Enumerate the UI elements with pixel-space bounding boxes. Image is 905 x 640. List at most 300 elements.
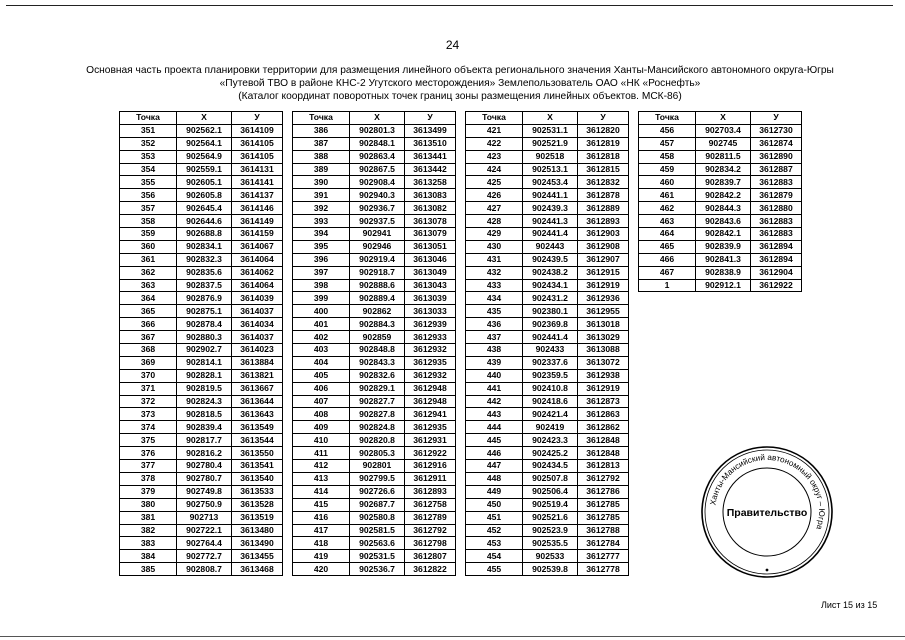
cell-y: 3612788 bbox=[578, 524, 629, 537]
table-row bbox=[293, 124, 456, 137]
cell-y: 3612822 bbox=[405, 563, 456, 576]
cell-y: 3612894 bbox=[751, 240, 802, 253]
cell-point: 456 bbox=[639, 124, 696, 137]
header-x: X bbox=[523, 112, 578, 125]
cell-point: 379 bbox=[120, 485, 177, 498]
cell-y: 3613455 bbox=[232, 550, 283, 563]
cell-x: 902918.7 bbox=[350, 266, 405, 279]
table-row bbox=[466, 472, 629, 485]
cell-y: 3612758 bbox=[405, 498, 456, 511]
cell-x: 902531.5 bbox=[350, 550, 405, 563]
table-row bbox=[466, 344, 629, 357]
cell-x: 902829.1 bbox=[350, 382, 405, 395]
cell-y: 3612789 bbox=[405, 511, 456, 524]
cell-point: 460 bbox=[639, 176, 696, 189]
table-row bbox=[293, 537, 456, 550]
cell-y: 3612777 bbox=[578, 550, 629, 563]
table-row bbox=[466, 228, 629, 241]
table-row bbox=[466, 137, 629, 150]
cell-point: 386 bbox=[293, 124, 350, 137]
cell-y: 3612932 bbox=[405, 344, 456, 357]
cell-y: 3613072 bbox=[578, 356, 629, 369]
cell-x: 902834.1 bbox=[177, 240, 232, 253]
cell-point: 378 bbox=[120, 472, 177, 485]
table-row bbox=[120, 511, 283, 524]
table-row bbox=[293, 511, 456, 524]
svg-text:Ханты-Мансийский автономный ок bbox=[708, 453, 826, 531]
cell-y: 3613082 bbox=[405, 202, 456, 215]
cell-x: 902902.7 bbox=[177, 344, 232, 357]
cell-point: 436 bbox=[466, 318, 523, 331]
table-row bbox=[466, 215, 629, 228]
table-row bbox=[120, 447, 283, 460]
cell-point: 372 bbox=[120, 395, 177, 408]
cell-x: 902843.6 bbox=[696, 215, 751, 228]
cell-point: 430 bbox=[466, 240, 523, 253]
cell-x: 902837.5 bbox=[177, 279, 232, 292]
table-row bbox=[466, 511, 629, 524]
table-row bbox=[466, 150, 629, 163]
coordinate-table-1 bbox=[119, 111, 283, 576]
cell-point: 459 bbox=[639, 163, 696, 176]
cell-y: 3613510 bbox=[405, 137, 456, 150]
cell-y: 3613549 bbox=[232, 421, 283, 434]
cell-y: 3613821 bbox=[232, 369, 283, 382]
cell-y: 3614146 bbox=[232, 202, 283, 215]
cell-x: 902780.4 bbox=[177, 460, 232, 473]
table-row bbox=[120, 137, 283, 150]
cell-point: 432 bbox=[466, 266, 523, 279]
coordinate-table-2 bbox=[292, 111, 456, 576]
cell-point: 356 bbox=[120, 189, 177, 202]
cell-point: 367 bbox=[120, 331, 177, 344]
cell-y: 3613540 bbox=[232, 472, 283, 485]
cell-x: 902884.3 bbox=[350, 318, 405, 331]
cell-point: 414 bbox=[293, 485, 350, 498]
cell-x: 902519.4 bbox=[523, 498, 578, 511]
table-row bbox=[639, 150, 802, 163]
cell-point: 382 bbox=[120, 524, 177, 537]
table-row bbox=[466, 485, 629, 498]
table-row bbox=[466, 356, 629, 369]
cell-x: 902688.8 bbox=[177, 228, 232, 241]
cell-point: 453 bbox=[466, 537, 523, 550]
table-row bbox=[120, 408, 283, 421]
cell-point: 467 bbox=[639, 266, 696, 279]
cell-point: 461 bbox=[639, 189, 696, 202]
cell-y: 3612878 bbox=[578, 189, 629, 202]
cell-point: 457 bbox=[639, 137, 696, 150]
cell-point: 466 bbox=[639, 253, 696, 266]
cell-y: 3614159 bbox=[232, 228, 283, 241]
cell-x: 902645.4 bbox=[177, 202, 232, 215]
cell-y: 3612879 bbox=[751, 189, 802, 202]
table-row bbox=[466, 408, 629, 421]
cell-y: 3613039 bbox=[405, 292, 456, 305]
cell-point: 420 bbox=[293, 563, 350, 576]
cell-y: 3612887 bbox=[751, 163, 802, 176]
cell-point: 437 bbox=[466, 331, 523, 344]
cell-point: 360 bbox=[120, 240, 177, 253]
cell-y: 3614034 bbox=[232, 318, 283, 331]
table-header-row bbox=[293, 112, 456, 125]
table-row bbox=[293, 524, 456, 537]
cell-point: 423 bbox=[466, 150, 523, 163]
cell-x: 902912.1 bbox=[696, 279, 751, 292]
table-row bbox=[120, 485, 283, 498]
cell-point: 424 bbox=[466, 163, 523, 176]
cell-y: 3612948 bbox=[405, 395, 456, 408]
cell-x: 902828.1 bbox=[177, 369, 232, 382]
cell-x: 902940.3 bbox=[350, 189, 405, 202]
cell-y: 3614067 bbox=[232, 240, 283, 253]
cell-point: 373 bbox=[120, 408, 177, 421]
cell-point: 451 bbox=[466, 511, 523, 524]
cell-y: 3612894 bbox=[751, 253, 802, 266]
cell-x: 902816.2 bbox=[177, 447, 232, 460]
table-row bbox=[120, 305, 283, 318]
table-row bbox=[293, 189, 456, 202]
cell-x: 902820.8 bbox=[350, 434, 405, 447]
cell-y: 3613049 bbox=[405, 266, 456, 279]
cell-y: 3613541 bbox=[232, 460, 283, 473]
top-border-line bbox=[6, 5, 893, 6]
cell-y: 3612848 bbox=[578, 447, 629, 460]
bottom-border-line bbox=[0, 636, 905, 637]
cell-y: 3613043 bbox=[405, 279, 456, 292]
cell-point: 399 bbox=[293, 292, 350, 305]
cell-point: 370 bbox=[120, 369, 177, 382]
cell-x: 902434.5 bbox=[523, 460, 578, 473]
cell-point: 380 bbox=[120, 498, 177, 511]
cell-x: 902832.6 bbox=[350, 369, 405, 382]
cell-point: 365 bbox=[120, 305, 177, 318]
cell-y: 3612935 bbox=[405, 356, 456, 369]
cell-x: 902359.5 bbox=[523, 369, 578, 382]
cell-x: 902946 bbox=[350, 240, 405, 253]
cell-x: 902832.3 bbox=[177, 253, 232, 266]
table-row bbox=[120, 331, 283, 344]
cell-x: 902839.7 bbox=[696, 176, 751, 189]
cell-point: 435 bbox=[466, 305, 523, 318]
cell-x: 902713 bbox=[177, 511, 232, 524]
header-y: У bbox=[232, 112, 283, 125]
cell-point: 355 bbox=[120, 176, 177, 189]
cell-point: 444 bbox=[466, 421, 523, 434]
cell-point: 410 bbox=[293, 434, 350, 447]
table-row bbox=[120, 253, 283, 266]
cell-y: 3613528 bbox=[232, 498, 283, 511]
cell-x: 902817.7 bbox=[177, 434, 232, 447]
cell-x: 902687.7 bbox=[350, 498, 405, 511]
cell-y: 3612922 bbox=[751, 279, 802, 292]
cell-point: 393 bbox=[293, 215, 350, 228]
cell-y: 3614039 bbox=[232, 292, 283, 305]
cell-x: 902843.3 bbox=[350, 356, 405, 369]
cell-point: 383 bbox=[120, 537, 177, 550]
table-row bbox=[466, 266, 629, 279]
cell-x: 902523.9 bbox=[523, 524, 578, 537]
table-row bbox=[466, 563, 629, 576]
table-row bbox=[120, 550, 283, 563]
table-row bbox=[466, 176, 629, 189]
cell-y: 3613667 bbox=[232, 382, 283, 395]
page-number: 24 bbox=[445, 38, 460, 52]
header-x: X bbox=[350, 112, 405, 125]
cell-x: 902369.8 bbox=[523, 318, 578, 331]
cell-x: 902888.6 bbox=[350, 279, 405, 292]
table-row bbox=[466, 305, 629, 318]
cell-point: 452 bbox=[466, 524, 523, 537]
cell-point: 369 bbox=[120, 356, 177, 369]
cell-x: 902644.6 bbox=[177, 215, 232, 228]
cell-point: 390 bbox=[293, 176, 350, 189]
cell-point: 366 bbox=[120, 318, 177, 331]
table-row bbox=[466, 447, 629, 460]
table-row bbox=[120, 395, 283, 408]
cell-x: 902749.8 bbox=[177, 485, 232, 498]
cell-x: 902819.5 bbox=[177, 382, 232, 395]
table-row bbox=[120, 292, 283, 305]
table-row bbox=[466, 369, 629, 382]
cell-y: 3612820 bbox=[578, 124, 629, 137]
cell-y: 3612911 bbox=[405, 472, 456, 485]
cell-y: 3612907 bbox=[578, 253, 629, 266]
cell-point: 407 bbox=[293, 395, 350, 408]
cell-x: 902431.2 bbox=[523, 292, 578, 305]
cell-x: 902531.1 bbox=[523, 124, 578, 137]
table-row bbox=[466, 524, 629, 537]
cell-point: 441 bbox=[466, 382, 523, 395]
cell-y: 3612730 bbox=[751, 124, 802, 137]
cell-y: 3612935 bbox=[405, 421, 456, 434]
coordinate-table-3 bbox=[465, 111, 629, 576]
table-row bbox=[120, 202, 283, 215]
cell-x: 902722.1 bbox=[177, 524, 232, 537]
cell-point: 358 bbox=[120, 215, 177, 228]
header-y: У bbox=[405, 112, 456, 125]
cell-x: 902433 bbox=[523, 344, 578, 357]
table-row bbox=[120, 150, 283, 163]
cell-y: 3612807 bbox=[405, 550, 456, 563]
header-y: У bbox=[751, 112, 802, 125]
cell-y: 3612863 bbox=[578, 408, 629, 421]
table-row bbox=[120, 163, 283, 176]
cell-y: 3612792 bbox=[578, 472, 629, 485]
cell-point: 458 bbox=[639, 150, 696, 163]
cell-point: 351 bbox=[120, 124, 177, 137]
cell-point: 364 bbox=[120, 292, 177, 305]
cell-y: 3612778 bbox=[578, 563, 629, 576]
cell-point: 443 bbox=[466, 408, 523, 421]
cell-x: 902862 bbox=[350, 305, 405, 318]
cell-x: 902536.7 bbox=[350, 563, 405, 576]
table-row bbox=[639, 228, 802, 241]
cell-point: 418 bbox=[293, 537, 350, 550]
cell-point: 462 bbox=[639, 202, 696, 215]
cell-x: 902808.7 bbox=[177, 563, 232, 576]
table-row bbox=[639, 163, 802, 176]
cell-y: 3613051 bbox=[405, 240, 456, 253]
cell-point: 427 bbox=[466, 202, 523, 215]
cell-y: 3613029 bbox=[578, 331, 629, 344]
table-row bbox=[293, 137, 456, 150]
cell-x: 902703.4 bbox=[696, 124, 751, 137]
cell-x: 902876.9 bbox=[177, 292, 232, 305]
cell-x: 902421.4 bbox=[523, 408, 578, 421]
cell-point: 404 bbox=[293, 356, 350, 369]
cell-y: 3614137 bbox=[232, 189, 283, 202]
cell-x: 902559.1 bbox=[177, 163, 232, 176]
table-row bbox=[120, 279, 283, 292]
cell-x: 902835.6 bbox=[177, 266, 232, 279]
cell-y: 3613544 bbox=[232, 434, 283, 447]
header-x: X bbox=[177, 112, 232, 125]
cell-y: 3612798 bbox=[405, 537, 456, 550]
cell-x: 902439.3 bbox=[523, 202, 578, 215]
cell-x: 902507.8 bbox=[523, 472, 578, 485]
cell-point: 394 bbox=[293, 228, 350, 241]
cell-point: 422 bbox=[466, 137, 523, 150]
cell-point: 428 bbox=[466, 215, 523, 228]
cell-point: 381 bbox=[120, 511, 177, 524]
table-row bbox=[293, 550, 456, 563]
cell-x: 902841.3 bbox=[696, 253, 751, 266]
cell-point: 361 bbox=[120, 253, 177, 266]
table-row bbox=[639, 137, 802, 150]
cell-y: 3614037 bbox=[232, 331, 283, 344]
cell-y: 3612939 bbox=[405, 318, 456, 331]
table-row bbox=[120, 498, 283, 511]
table-row bbox=[120, 124, 283, 137]
cell-y: 3612903 bbox=[578, 228, 629, 241]
cell-x: 902443 bbox=[523, 240, 578, 253]
cell-x: 902521.6 bbox=[523, 511, 578, 524]
cell-y: 3612915 bbox=[578, 266, 629, 279]
cell-point: 384 bbox=[120, 550, 177, 563]
table-row bbox=[293, 215, 456, 228]
table-row bbox=[293, 266, 456, 279]
cell-point: 362 bbox=[120, 266, 177, 279]
cell-y: 3612916 bbox=[405, 460, 456, 473]
cell-point: 415 bbox=[293, 498, 350, 511]
cell-x: 902814.1 bbox=[177, 356, 232, 369]
cell-x: 902936.7 bbox=[350, 202, 405, 215]
title-line-1: Основная часть проекта планировки территории для размещения линейного объекта регионального значения Ханты-Мансийского автономного округа-Югры bbox=[86, 65, 834, 76]
table-row bbox=[293, 150, 456, 163]
table-row bbox=[466, 240, 629, 253]
cell-x: 902533 bbox=[523, 550, 578, 563]
cell-y: 3613033 bbox=[405, 305, 456, 318]
cell-point: 405 bbox=[293, 369, 350, 382]
cell-y: 3613550 bbox=[232, 447, 283, 460]
cell-y: 3614109 bbox=[232, 124, 283, 137]
cell-y: 3613046 bbox=[405, 253, 456, 266]
cell-x: 902562.1 bbox=[177, 124, 232, 137]
title-line-3: (Каталог координат поворотных точек границ зоны размещения линейных объектов. МСК-86) bbox=[238, 91, 682, 102]
table-row bbox=[639, 189, 802, 202]
cell-point: 425 bbox=[466, 176, 523, 189]
table-row bbox=[293, 395, 456, 408]
cell-y: 3612908 bbox=[578, 240, 629, 253]
cell-y: 3613079 bbox=[405, 228, 456, 241]
table-row bbox=[293, 434, 456, 447]
cell-x: 902605.8 bbox=[177, 189, 232, 202]
cell-y: 3614141 bbox=[232, 176, 283, 189]
cell-point: 363 bbox=[120, 279, 177, 292]
cell-x: 902805.3 bbox=[350, 447, 405, 460]
table-row bbox=[293, 318, 456, 331]
cell-x: 902564.9 bbox=[177, 150, 232, 163]
table-row bbox=[293, 382, 456, 395]
cell-point: 353 bbox=[120, 150, 177, 163]
cell-x: 902764.4 bbox=[177, 537, 232, 550]
cell-y: 3612919 bbox=[578, 279, 629, 292]
cell-y: 3613078 bbox=[405, 215, 456, 228]
cell-point: 398 bbox=[293, 279, 350, 292]
cell-y: 3612931 bbox=[405, 434, 456, 447]
header-point: Точка bbox=[120, 112, 177, 125]
table-row bbox=[466, 292, 629, 305]
cell-x: 902564.1 bbox=[177, 137, 232, 150]
cell-x: 902423.3 bbox=[523, 434, 578, 447]
cell-y: 3614064 bbox=[232, 253, 283, 266]
cell-point: 1 bbox=[639, 279, 696, 292]
table-row bbox=[120, 421, 283, 434]
cell-x: 902842.2 bbox=[696, 189, 751, 202]
cell-point: 388 bbox=[293, 150, 350, 163]
header-x: X bbox=[696, 112, 751, 125]
table-header-row bbox=[466, 112, 629, 125]
cell-point: 434 bbox=[466, 292, 523, 305]
cell-y: 3612785 bbox=[578, 498, 629, 511]
cell-x: 902908.4 bbox=[350, 176, 405, 189]
seal-ring-text: Ханты-Мансийский автономный округ – Югра bbox=[708, 452, 827, 531]
cell-x: 902581.5 bbox=[350, 524, 405, 537]
table-row bbox=[120, 344, 283, 357]
cell-x: 902563.6 bbox=[350, 537, 405, 550]
table-row bbox=[639, 266, 802, 279]
cell-point: 450 bbox=[466, 498, 523, 511]
cell-y: 3613088 bbox=[578, 344, 629, 357]
cell-point: 433 bbox=[466, 279, 523, 292]
table-row bbox=[639, 202, 802, 215]
table-header-row bbox=[120, 112, 283, 125]
cell-x: 902518 bbox=[523, 150, 578, 163]
document-title bbox=[40, 64, 880, 103]
cell-point: 406 bbox=[293, 382, 350, 395]
cell-x: 902827.8 bbox=[350, 408, 405, 421]
cell-x: 902750.9 bbox=[177, 498, 232, 511]
cell-point: 408 bbox=[293, 408, 350, 421]
cell-x: 902880.3 bbox=[177, 331, 232, 344]
table-row bbox=[639, 215, 802, 228]
cell-x: 902441.3 bbox=[523, 215, 578, 228]
cell-x: 902580.8 bbox=[350, 511, 405, 524]
table-row bbox=[293, 356, 456, 369]
table-row bbox=[120, 434, 283, 447]
cell-x: 902535.5 bbox=[523, 537, 578, 550]
cell-point: 413 bbox=[293, 472, 350, 485]
table-row bbox=[466, 318, 629, 331]
cell-x: 902839.9 bbox=[696, 240, 751, 253]
cell-y: 3612936 bbox=[578, 292, 629, 305]
table-row bbox=[293, 305, 456, 318]
table-row bbox=[120, 356, 283, 369]
table-row bbox=[293, 331, 456, 344]
cell-x: 902834.2 bbox=[696, 163, 751, 176]
table-row bbox=[293, 163, 456, 176]
